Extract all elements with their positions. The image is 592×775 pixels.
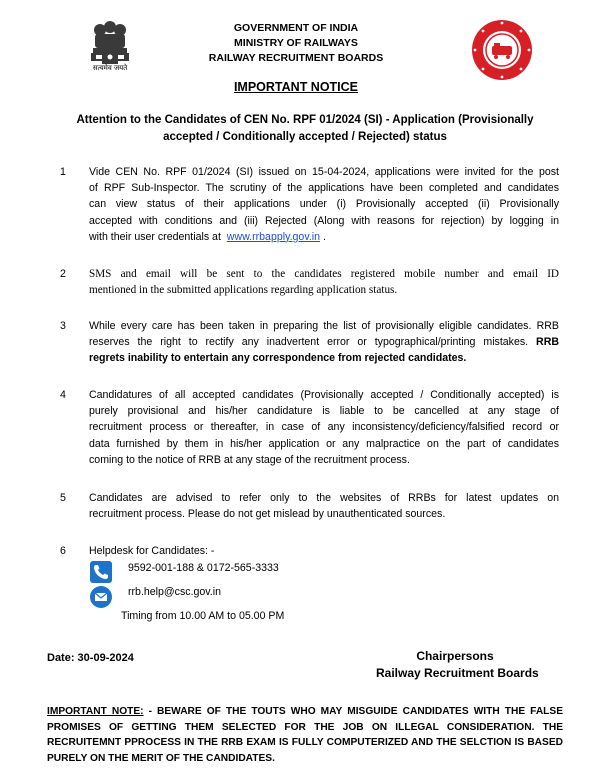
important-note-line-2: PROMISES OF GETTING THEM SELECTED FOR THE JOB ON ILLEGAL CONSIDERATION. THE xyxy=(47,721,563,733)
bold-tail: RRB xyxy=(536,336,559,349)
important-note-line-3: RECRUITEMNT PPROCESS IN THE RRB EXAM IS FULLY COMPUTERIZED AND THE SELCTION IS BASED xyxy=(47,737,563,748)
important-note-text: - BEWARE OF THE TOUTS WHO MAY MISGUIDE CANDIDATES WITH THE FALSE xyxy=(143,706,563,717)
item-number: 2 xyxy=(60,268,66,280)
header-ministry: MINISTRY OF RAILWAYS xyxy=(234,37,358,49)
item-line-with-bold xyxy=(89,334,559,350)
item-text xyxy=(89,490,559,522)
indian-railways-logo-icon xyxy=(470,18,534,82)
subject-line-2: accepted / Conditionally accepted / Rejected) status xyxy=(163,131,447,143)
signatory-organization: Railway Recruitment Boards xyxy=(376,666,539,680)
item-line: accepted with conditions and (iii) Rejected (Along with reasons for rejection) by logging in xyxy=(89,214,559,227)
item-text xyxy=(89,387,559,468)
subject-line-1: Attention to the Candidates of CEN No. RPF 01/2024 (SI) - Application (Provisionally xyxy=(76,114,534,126)
item-number: 4 xyxy=(60,389,66,401)
mail-icon xyxy=(90,586,112,608)
item-line: reserves the right to rectify any inadvertent error or typographical/printing mistakes. xyxy=(89,336,529,349)
signatory-title: Chairpersons xyxy=(416,649,494,663)
item-line: of RPF Sub-Inspector. The scrutiny of the applications have been completed and candidates xyxy=(89,182,559,195)
helpdesk-timing: Timing from 10.00 AM to 05.00 PM xyxy=(121,610,285,622)
item-number: 6 xyxy=(60,545,66,557)
item-text xyxy=(89,164,559,245)
item-line: recruitment process or thereafter, in case of any inconsistency/deficiency/falsified record or xyxy=(89,421,559,434)
item-line: Candidatures of all accepted candidates (Provisionally accepted / Conditionally accepted) is xyxy=(89,389,559,401)
header-government: GOVERNMENT OF INDIA xyxy=(233,22,359,34)
important-note-label: IMPORTANT NOTE: xyxy=(47,706,144,717)
notice-title: IMPORTANT NOTICE xyxy=(233,80,359,94)
rrbapply-link[interactable]: www.rrbapply.gov.in xyxy=(226,230,321,243)
item-number: 3 xyxy=(60,320,66,332)
item-text xyxy=(89,318,559,367)
emblem-caption: सत्यमेव जयते xyxy=(92,64,128,72)
item-line: Vide CEN No. RPF 01/2024 (SI) issued on 15-04-2024, applications were invited for the post xyxy=(89,166,559,178)
item-text xyxy=(89,543,559,559)
notice-date: Date: 30-09-2024 xyxy=(47,652,134,664)
important-note-line-1 xyxy=(47,704,563,720)
header-rrb: RAILWAY RECRUITMENT BOARDS xyxy=(208,52,384,64)
item-line-with-link xyxy=(89,229,559,245)
item-line: with their user credentials at xyxy=(89,230,221,243)
item-line: can view status of their applications under (i) Provisionally accepted (ii) Provisionally xyxy=(89,198,559,211)
item-line: recruitment process. Please do not get mislead by unauthenticated sources. xyxy=(89,508,446,521)
helpdesk-heading: Helpdesk for Candidates: - xyxy=(89,545,215,557)
link-suffix: . xyxy=(320,230,326,243)
item-line: While every care has been taken in preparing the list of provisionally eligible candidates. RRB xyxy=(89,320,559,332)
item-text xyxy=(89,266,559,298)
phone-icon xyxy=(90,561,112,583)
item-line: mentioned in the submitted applications regarding application status. xyxy=(89,284,398,297)
important-note xyxy=(47,704,563,766)
item-bold-line: regrets inability to entertain any correspondence from rejected candidates. xyxy=(89,352,467,365)
item-line: Candidates are advised to refer only to the websites of RRBs for latest updates on xyxy=(89,492,559,504)
item-line: SMS and email will be sent to the candidates registered mobile number and email ID xyxy=(89,268,559,280)
notice-subject xyxy=(70,112,540,146)
helpdesk-email: rrb.help@csc.gov.in xyxy=(128,586,221,598)
item-line: purely provisional and his/her candidature is liable to be cancelled at any stage of xyxy=(89,405,559,418)
item-line: data furnished by them in his/her application or any malpractice on the part of candidates xyxy=(89,437,559,450)
item-number: 5 xyxy=(60,492,66,504)
item-number: 1 xyxy=(60,166,66,178)
important-note-line-4: PURELY ON THE MERIT OF THE CANDIDATES. xyxy=(47,752,275,764)
item-line: coming to the notice of RRB at any stage of the recruitment process. xyxy=(89,453,410,466)
helpdesk-phone: 9592-001-188 & 0172-565-3333 xyxy=(128,562,279,574)
